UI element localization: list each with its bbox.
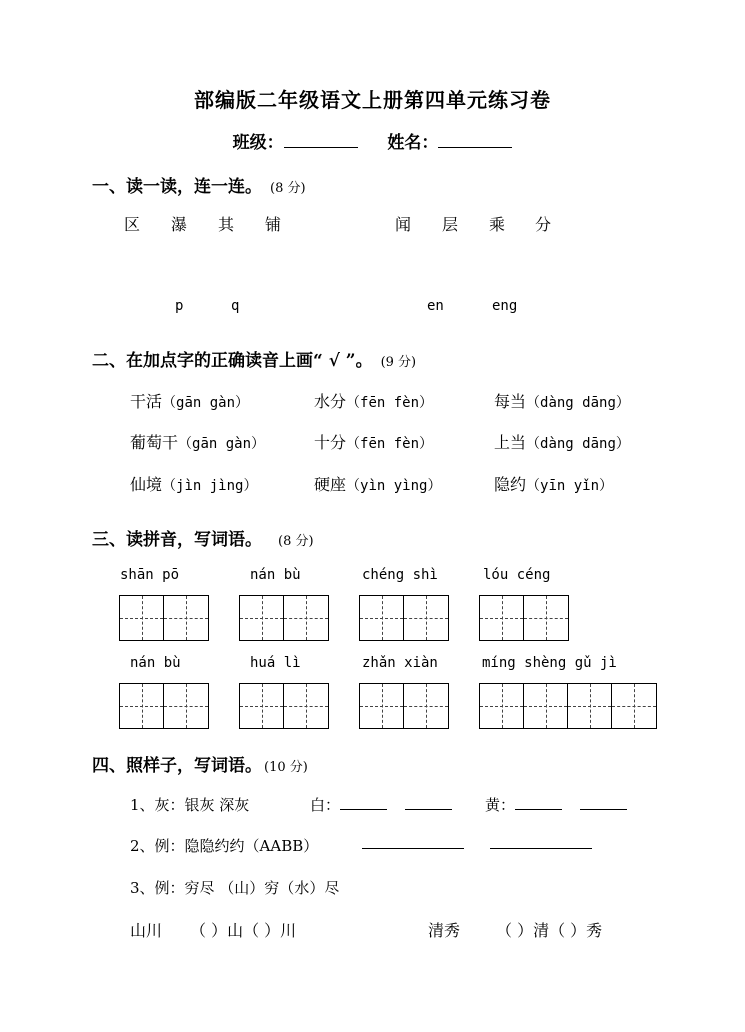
writing-grid[interactable] [239,595,329,641]
s1-pinyin: eng [492,298,518,314]
answer-blank[interactable] [580,796,627,810]
s2-item: 葡萄干（gān gàn） [130,433,266,452]
s4-line2: 2、例：隐隐约约（AABB） [130,837,319,855]
section4-heading: 四、照样子，写词语。 (10 分) [92,756,308,776]
class-blank[interactable] [284,133,358,148]
section2-points: (9 分) [380,355,417,370]
s1-char: 乘 [489,215,506,234]
writing-grid[interactable] [119,595,209,641]
name-label: 姓名： [387,133,439,153]
answer-blank[interactable] [405,796,452,810]
class-label: 班级： [232,133,284,153]
s4-line1: 1、灰：银灰 深灰 [130,796,250,814]
s1-pinyin: en [427,298,444,314]
answer-blank[interactable] [490,835,592,849]
s4-line4-blanks[interactable]: （ ）山（ ）川 [190,921,297,940]
s2-item: 隐约（yīn yǐn） [494,475,614,494]
s3-pinyin: shān pō [120,567,180,583]
section2-heading: 二、在加点字的正确读音上画“ √ ”。 (9 分) [92,351,417,371]
section1-points: (8 分) [270,181,306,196]
s2-item: 水分（fēn fèn） [314,392,434,411]
s1-pinyin: q [231,298,240,314]
s2-item: 每当（dàng dāng） [494,392,630,411]
writing-grid[interactable] [359,683,449,729]
s3-pinyin: nán bù [250,567,301,583]
s2-item: 干活（gān gàn） [130,392,250,411]
section3-points: (8 分) [278,534,314,549]
s1-char: 层 [442,215,459,234]
s3-pinyin: huá lì [250,655,301,671]
section4-points: (10 分) [264,760,308,775]
answer-blank[interactable] [515,796,562,810]
s4-line4-word: 清秀 [428,921,461,940]
s1-char: 闻 [395,215,412,234]
s1-pinyin: p [175,298,184,314]
s4-line4-word: 山川 [130,921,163,940]
s4-line1-yellow: 黄： [485,794,627,815]
s2-item: 仙境（jìn jìng） [130,475,258,494]
s2-item: 上当（dàng dāng） [494,433,630,452]
s3-pinyin: zhǎn xiàn [362,655,438,671]
s4-line4-blanks[interactable]: （ ）清（ ）秀 [496,921,603,940]
s4-line3: 3、例：穷尽 （山）穷（水）尽 [130,879,340,897]
s1-char: 其 [218,215,235,234]
s1-char: 区 [124,215,141,234]
answer-blank[interactable] [362,835,464,849]
writing-grid[interactable] [359,595,449,641]
s2-item: 硬座（yìn yìng） [314,475,442,494]
s3-pinyin: míng shèng gǔ jì [482,655,617,671]
writing-grid[interactable] [479,595,569,641]
s3-pinyin: chéng shì [362,567,438,583]
s1-char: 分 [535,215,552,234]
s2-item: 十分（fēn fèn） [314,433,434,452]
name-blank[interactable] [438,133,512,148]
class-name-line [0,128,745,153]
section1-heading: 一、读一读，连一连。 (8 分) [92,177,306,197]
answer-blank[interactable] [340,796,387,810]
writing-grid[interactable] [239,683,329,729]
writing-grid[interactable] [479,683,657,729]
s3-pinyin: lóu céng [483,567,551,583]
s4-line1-white: 白： [310,794,452,815]
s4-line2-blanks [362,835,592,853]
s1-char: 瀑 [171,215,188,234]
section3-heading: 三、读拼音，写词语。 (8 分) [92,530,314,550]
s3-pinyin: nán bù [130,655,181,671]
s1-char: 铺 [265,215,282,234]
writing-grid[interactable] [119,683,209,729]
page-title: 部编版二年级语文上册第四单元练习卷 [194,88,551,112]
